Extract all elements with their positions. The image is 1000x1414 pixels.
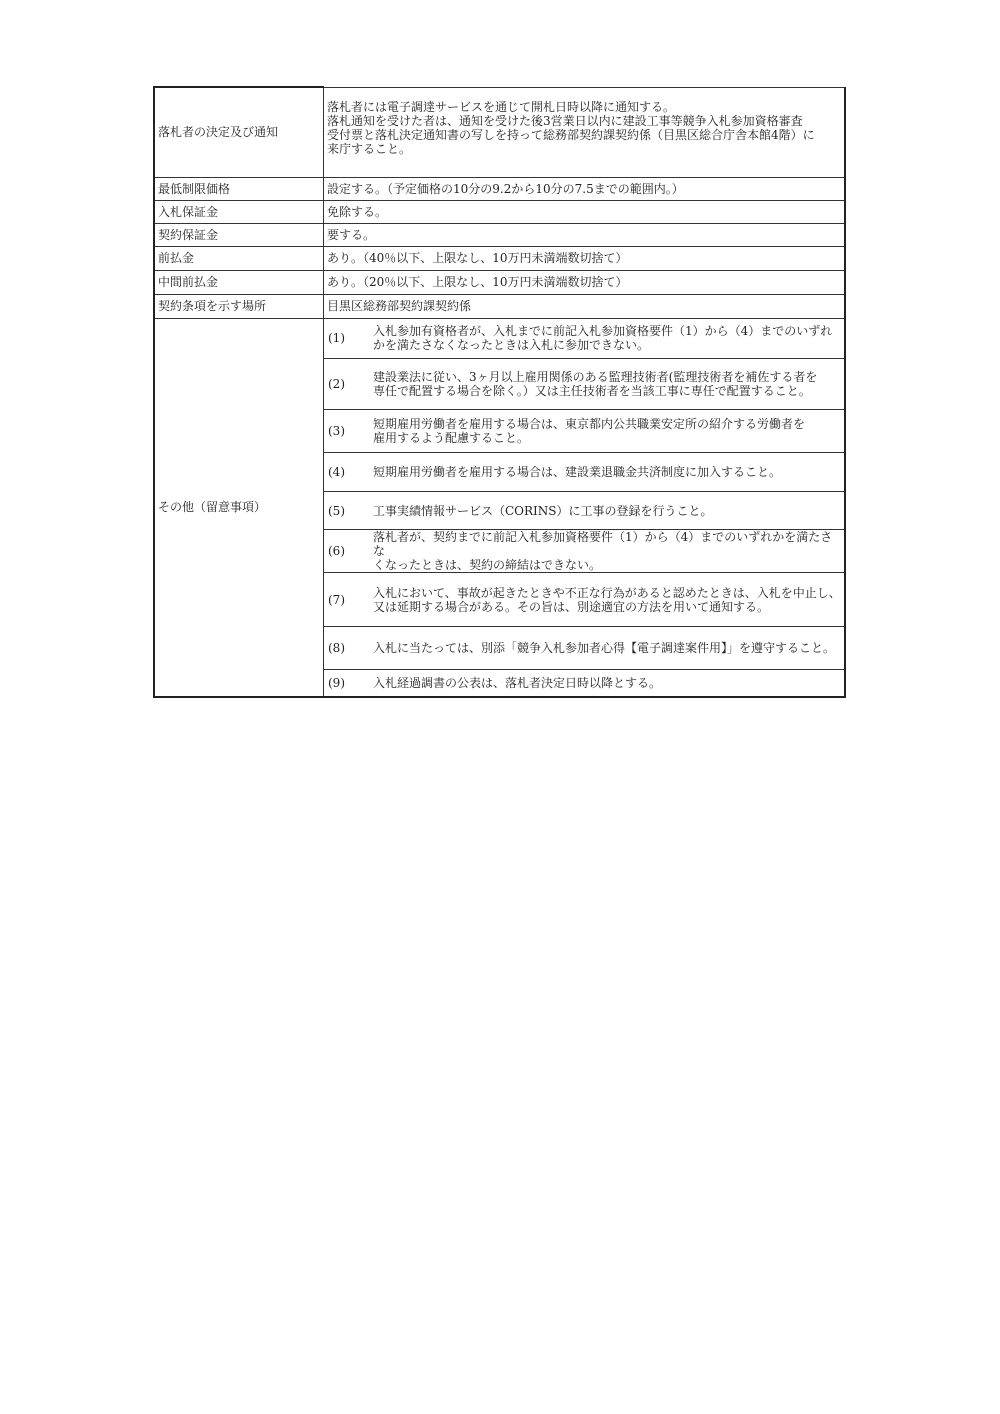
text-line: 入札参加有資格者が、入札までに前記入札参加資格要件（1）から（4）までのいずれ — [373, 324, 833, 339]
text-line: 入札において、事故が起きたときや不正な行為があると認めたときは、入札を中止し、 — [373, 585, 841, 600]
row-label: 落札者の決定及び通知 — [154, 87, 324, 177]
text-line: 短期雇用労働者を雇用する場合は、東京都内公共職業安定所の紹介する労働者を — [373, 417, 806, 431]
row-label: 中間前払金 — [154, 270, 324, 294]
row-value: あり。（20％以下、上限なし、10万円未満端数切捨て） — [324, 270, 846, 294]
note-number: (3) — [324, 410, 371, 453]
text-line: 雇用するよう配慮すること。 — [373, 431, 530, 445]
note-item — [324, 627, 844, 670]
note-item — [324, 319, 844, 359]
text-line: くなったときは、契約の締結はできない。 — [373, 558, 602, 572]
text-line: 工事実績情報サービス（CORINS）に工事の登録を行うこと。 — [373, 503, 713, 518]
table-row — [154, 270, 845, 294]
note-item — [324, 453, 844, 492]
notes-table — [324, 319, 844, 696]
table-row — [154, 223, 845, 246]
note-item — [324, 530, 844, 573]
text-line: 落札者が、契約までに前記入札参加資格要件（1）から（4）までのいずれかを満たさな — [373, 530, 833, 558]
note-text — [371, 359, 844, 410]
row-label: 前払金 — [154, 246, 324, 270]
table-row — [154, 294, 845, 318]
note-text — [371, 453, 844, 492]
note-number: (5) — [324, 492, 371, 530]
tender-conditions-sheet — [153, 86, 846, 698]
note-number: (9) — [328, 675, 345, 690]
note-text — [371, 492, 844, 530]
note-item — [324, 670, 844, 696]
note-number: (2) — [324, 359, 371, 410]
note-text — [371, 670, 844, 696]
note-text — [371, 319, 844, 359]
note-number: (8) — [324, 627, 371, 670]
note-item — [324, 492, 844, 530]
text-line: 専任で配置する場合を除く。）又は主任技術者を当該工事に専任で配置すること。 — [373, 384, 811, 398]
row-label: 契約条項を示す場所 — [154, 294, 324, 318]
notes-cell — [324, 318, 846, 697]
table-row — [154, 246, 845, 270]
text-line: 受付票と落札決定通知書の写しを持って総務部契約課契約係（目黒区総合庁舎本館4階）に — [327, 127, 815, 142]
note-item — [324, 410, 844, 453]
table-row — [154, 318, 845, 697]
note-text — [371, 627, 844, 670]
text-line: 入札に当たっては、別添「競争入札参加者心得【電子調達案件用】」を遵守すること。 — [373, 641, 836, 655]
table-row — [154, 87, 845, 177]
row-value: 設定する。（予定価格の10分の9.2から10分の7.5までの範囲内。） — [324, 177, 846, 200]
row-value: 免除する。 — [324, 200, 846, 223]
note-item — [324, 359, 844, 410]
row-value: あり。（40％以下、上限なし、10万円未満端数切捨て） — [324, 246, 846, 270]
text-line: 入札経過調書の公表は、落札者決定日時以降とする。 — [373, 675, 662, 690]
text-line: 来庁すること。 — [327, 141, 412, 156]
row-value: 目黒区総務部契約課契約係 — [324, 294, 846, 318]
note-number: (7) — [324, 573, 371, 627]
note-text — [371, 573, 844, 627]
row-label: 最低制限価格 — [154, 177, 324, 200]
note-number: (6) — [324, 530, 371, 573]
text-line: 落札者には電子調達サービスを通じて開札日時以降に通知する。 — [327, 99, 676, 114]
text-line: 又は延期する場合がある。その旨は、別途適宜の方法を用いて通知する。 — [373, 599, 770, 614]
text-line: 建設業法に従い、3ヶ月以上雇用関係のある監理技術者(監理技術者を補佐する者を — [373, 370, 818, 384]
text-line: かを満たさなくなったときは入札に参加できない。 — [373, 338, 650, 353]
note-text — [371, 410, 844, 453]
row-value: 要する。 — [324, 223, 846, 246]
note-text — [371, 530, 844, 573]
tender-conditions-table — [153, 86, 846, 698]
table-row — [154, 177, 845, 200]
note-number: (1) — [324, 319, 371, 359]
note-number: (4) — [324, 453, 371, 492]
text-line: 落札通知を受けた者は、通知を受けた後3営業日以内に建設工事等競争入札参加資格審査 — [327, 113, 803, 128]
row-label: 入札保証金 — [154, 200, 324, 223]
notes-label: その他（留意事項） — [154, 318, 324, 697]
award-notice-text — [324, 87, 846, 177]
text-line: 短期雇用労働者を雇用する場合は、建設業退職金共済制度に加入すること。 — [373, 465, 782, 479]
row-label: 契約保証金 — [154, 223, 324, 246]
note-item — [324, 573, 844, 627]
table-row — [154, 200, 845, 223]
